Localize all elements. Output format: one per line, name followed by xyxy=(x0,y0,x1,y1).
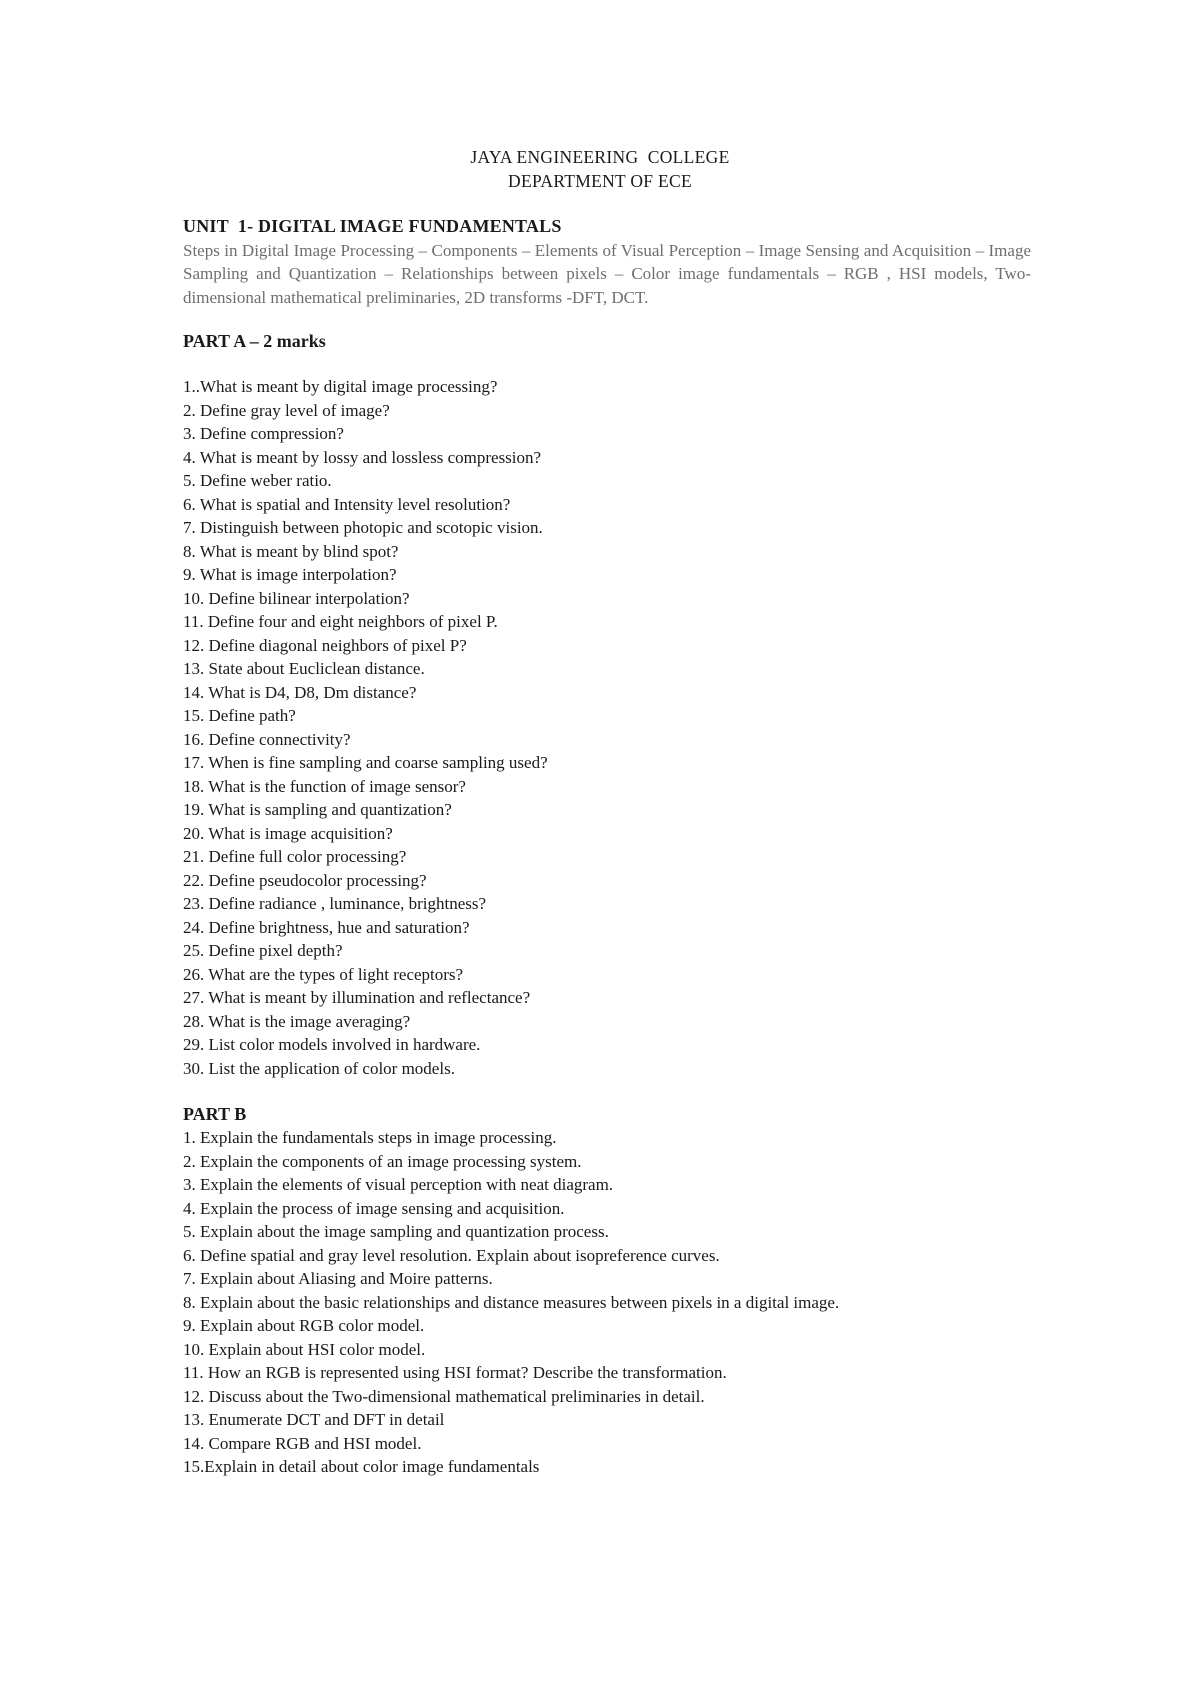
question-item: 12. Define diagonal neighbors of pixel P? xyxy=(183,635,467,655)
college-name: JAYA ENGINEERING COLLEGE xyxy=(470,147,730,167)
question-item: 5. Explain about the image sampling and quantization process. xyxy=(183,1222,609,1242)
question-item: 21. Define full color processing? xyxy=(183,847,407,867)
question-item: 1..What is meant by digital image processing? xyxy=(183,377,498,397)
part-a-heading: PART A – 2 marks xyxy=(183,331,326,352)
question-item: 4. What is meant by lossy and lossless compression? xyxy=(183,447,542,467)
question-item: 11. Define four and eight neighbors of pixel P. xyxy=(183,612,498,632)
question-item: 10. Explain about HSI color model. xyxy=(183,1339,426,1359)
question-item: 30. List the application of color models. xyxy=(183,1058,455,1078)
question-item: 29. List color models involved in hardware. xyxy=(183,1035,481,1055)
question-item: 14. Compare RGB and HSI model. xyxy=(183,1433,422,1453)
question-item: 27. What is meant by illumination and reflectance? xyxy=(183,988,531,1008)
question-item: 15.Explain in detail about color image fundamentals xyxy=(183,1457,540,1477)
question-item: 7. Distinguish between photopic and scotopic vision. xyxy=(183,518,543,538)
question-item: 8. Explain about the basic relationships and distance measures between pixels in a digital image. xyxy=(183,1292,840,1312)
question-item: 6. What is spatial and Intensity level resolution? xyxy=(183,494,511,514)
question-item: 4. Explain the process of image sensing and acquisition. xyxy=(183,1198,565,1218)
question-item: 6. Define spatial and gray level resolution. Explain about isopreference curves. xyxy=(183,1245,720,1265)
question-item: 24. Define brightness, hue and saturation? xyxy=(183,917,470,937)
part-b-question-list xyxy=(183,1126,1031,1479)
document-header xyxy=(0,145,1200,193)
department-name: DEPARTMENT OF ECE xyxy=(508,171,692,191)
question-item: 8. What is meant by blind spot? xyxy=(183,541,399,561)
question-item: 3. Define compression? xyxy=(183,424,344,444)
question-item: 2. Explain the components of an image processing system. xyxy=(183,1151,582,1171)
question-item: 13. State about Eucliclean distance. xyxy=(183,659,425,679)
question-item: 19. What is sampling and quantization? xyxy=(183,800,452,820)
question-item: 15. Define path? xyxy=(183,706,296,726)
part-b-heading: PART B xyxy=(183,1104,247,1125)
question-item: 25. Define pixel depth? xyxy=(183,941,343,961)
question-item: 9. What is image interpolation? xyxy=(183,565,397,585)
unit-title: UNIT 1- DIGITAL IMAGE FUNDAMENTALS xyxy=(183,216,562,236)
question-item: 22. Define pseudocolor processing? xyxy=(183,870,427,890)
question-item: 10. Define bilinear interpolation? xyxy=(183,588,410,608)
question-item: 12. Discuss about the Two-dimensional mathematical preliminaries in detail. xyxy=(183,1386,705,1406)
question-item: 13. Enumerate DCT and DFT in detail xyxy=(183,1410,445,1430)
question-item: 1. Explain the fundamentals steps in image processing. xyxy=(183,1128,557,1148)
question-item: 14. What is D4, D8, Dm distance? xyxy=(183,682,417,702)
question-item: 18. What is the function of image sensor? xyxy=(183,776,466,796)
question-item: 2. Define gray level of image? xyxy=(183,400,390,420)
question-item: 17. When is fine sampling and coarse sampling used? xyxy=(183,753,548,773)
part-a-question-list xyxy=(183,375,1031,1080)
document-content xyxy=(183,214,1031,1479)
question-item: 11. How an RGB is represented using HSI format? Describe the transformation. xyxy=(183,1363,727,1383)
question-item: 7. Explain about Aliasing and Moire patterns. xyxy=(183,1269,493,1289)
question-item: 20. What is image acquisition? xyxy=(183,823,393,843)
unit-syllabus: Steps in Digital Image Processing – Components – Elements of Visual Perception – Image Sensing and Acquisition – Image Sampling and Quantization – Relationships between pixels – Color image fundamentals – RGB , HSI models, Two-dimensional mathematical preliminaries, 2D transforms -DFT, DCT. xyxy=(183,241,1031,307)
question-item: 26. What are the types of light receptors? xyxy=(183,964,464,984)
question-item: 28. What is the image averaging? xyxy=(183,1011,411,1031)
question-item: 9. Explain about RGB color model. xyxy=(183,1316,425,1336)
question-item: 16. Define connectivity? xyxy=(183,729,351,749)
question-item: 5. Define weber ratio. xyxy=(183,471,332,491)
question-item: 23. Define radiance , luminance, brightness? xyxy=(183,894,487,914)
question-item: 3. Explain the elements of visual perception with neat diagram. xyxy=(183,1175,614,1195)
